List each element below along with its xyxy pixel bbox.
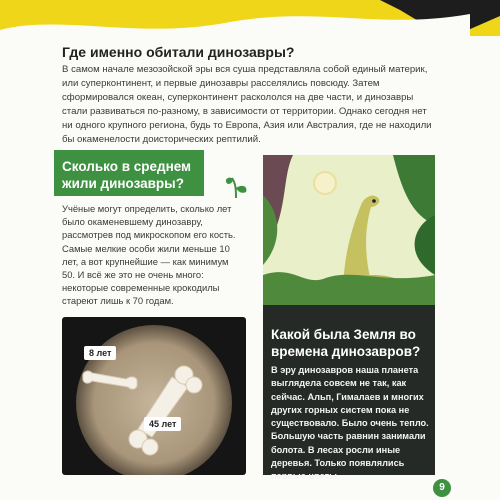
section-text-habitat: В самом начале мезозойской эры вся суша представляла собой единый материк, или суперконтинент, и первые динозавры расселялись повсюду. Затем сформировался океан, суперконтинент раскололся на две части, и динозавры стали развиваться по-разному, в зависимости от территории. Однако сегодня нет ни одного крупного региона, будь то Европа, Азия или Австралия, где не находили бы окаменелости доисторических рептилий. xyxy=(62,64,432,145)
bone-fossil-photo xyxy=(62,317,246,475)
sprout-icon xyxy=(222,170,250,200)
label-45-years: 45 лет xyxy=(144,417,181,431)
section-title-lifespan: Сколько в среднем жили динозавры? xyxy=(62,159,192,191)
dinosaur-jungle-illustration xyxy=(263,155,435,305)
page-number: 9 xyxy=(433,479,451,497)
section-title-earth: Какой была Земля во времена динозавров? xyxy=(271,327,421,359)
section-text-lifespan: Учёные могут определить, сколько лет было окаменевшему динозавру, рассмотрев под микроскопом его кость. Самые мелкие особи жили меньше 10 лет, а вот крупнейшие — как минимум 50. И всё же это не очень много: некоторые современные крокодилы стареют лишь к 70 годам. xyxy=(62,203,236,307)
section-text-earth: В эру динозавров наша планета выглядела совсем не так, как сейчас. Альп, Гималаев и многих других горных систем пока не существовало. Было очень тепло. Большую часть равнин занимали болота. В лесах росли иные деревья. Только появлялись первые цветы. xyxy=(271,365,429,482)
section-title-habitat: Где именно обитали динозавры? xyxy=(62,44,295,60)
label-8-years: 8 лет xyxy=(84,346,116,360)
bone-slice-illustration xyxy=(62,317,246,475)
